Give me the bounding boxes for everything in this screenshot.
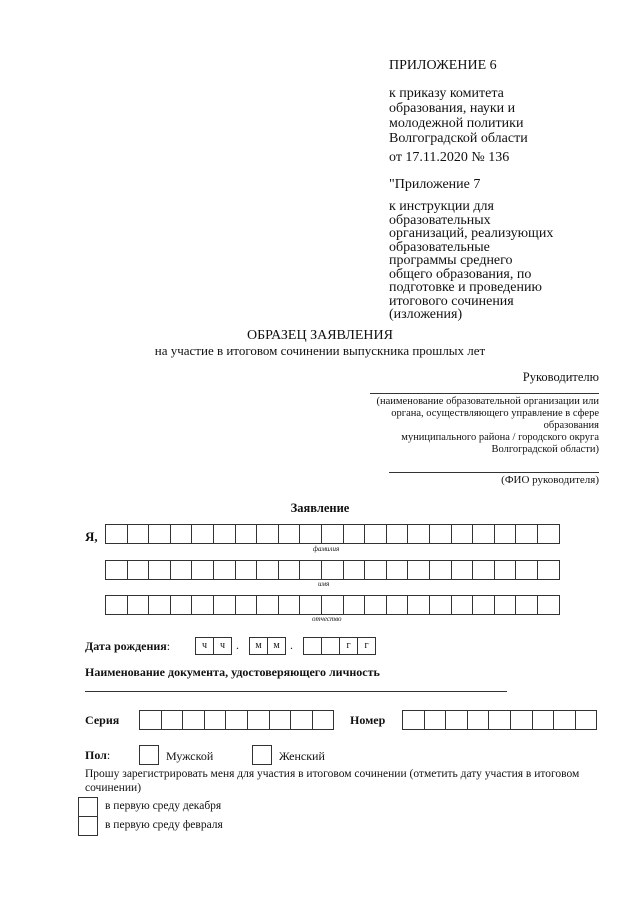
gender-label-text: Пол (85, 748, 107, 762)
org-hint-line: органа, осуществляющего управление в сфере (391, 408, 599, 419)
number-digit-cell[interactable] (402, 710, 425, 730)
name-hint: имя (318, 580, 330, 588)
birth-month-cell[interactable]: м (249, 637, 268, 655)
birth-year-cell[interactable] (321, 637, 340, 655)
name-letter-cell[interactable] (235, 560, 258, 580)
instruction-line: общего образования, по (389, 266, 532, 282)
number-cells[interactable] (402, 710, 597, 730)
date-separator: . (236, 638, 239, 652)
patronymic-hint: отчество (312, 615, 342, 623)
number-digit-cell[interactable] (424, 710, 447, 730)
surname-letter-cell[interactable] (170, 524, 193, 544)
number-digit-cell[interactable] (575, 710, 598, 730)
number-digit-cell[interactable] (467, 710, 490, 730)
identity-document-line[interactable] (85, 691, 507, 692)
male-label: Мужской (166, 749, 214, 763)
surname-letter-cell[interactable] (343, 524, 366, 544)
patronymic-letter-cell[interactable] (537, 595, 560, 615)
series-digit-cell[interactable] (269, 710, 292, 730)
patronymic-letter-cell[interactable] (364, 595, 387, 615)
name-letter-cell[interactable] (321, 560, 344, 580)
number-digit-cell[interactable] (510, 710, 533, 730)
name-letter-cell[interactable] (515, 560, 538, 580)
series-digit-cell[interactable] (225, 710, 248, 730)
patronymic-letter-cell[interactable] (235, 595, 258, 615)
instruction-reference (389, 200, 553, 322)
fio-hint: (ФИО руководителя) (501, 474, 599, 486)
date-separator: . (290, 638, 293, 652)
surname-letter-cell[interactable] (127, 524, 150, 544)
name-letter-cell[interactable] (278, 560, 301, 580)
order-line: Волгоградской области (389, 131, 528, 146)
name-letter-cell[interactable] (429, 560, 452, 580)
patronymic-letter-cell[interactable] (191, 595, 214, 615)
patronymic-letter-cell[interactable] (278, 595, 301, 615)
name-letter-cell[interactable] (191, 560, 214, 580)
org-name-line[interactable] (370, 393, 599, 394)
surname-letter-cell[interactable] (386, 524, 409, 544)
patronymic-letter-cell[interactable] (407, 595, 430, 615)
surname-letter-cell[interactable] (256, 524, 279, 544)
birth-date-colon: : (166, 639, 171, 653)
series-digit-cell[interactable] (161, 710, 184, 730)
order-line: молодежной политики (389, 116, 524, 131)
number-digit-cell[interactable] (445, 710, 468, 730)
patronymic-letter-cell[interactable] (148, 595, 171, 615)
name-letter-cell[interactable] (105, 560, 128, 580)
series-digit-cell[interactable] (247, 710, 270, 730)
order-date: от 17.11.2020 № 136 (389, 150, 510, 165)
instruction-line: образовательных (389, 212, 491, 228)
surname-letter-cell[interactable] (213, 524, 236, 544)
female-checkbox[interactable] (252, 745, 272, 765)
number-digit-cell[interactable] (553, 710, 576, 730)
male-checkbox[interactable] (139, 745, 159, 765)
appendix-7-title: "Приложение 7 (389, 177, 481, 192)
birth-year-cell[interactable]: г (339, 637, 358, 655)
number-digit-cell[interactable] (532, 710, 555, 730)
order-line: образования, науки и (389, 101, 516, 116)
series-digit-cell[interactable] (204, 710, 227, 730)
patronymic-letter-cell[interactable] (494, 595, 517, 615)
document-subtitle: на участие в итоговом сочинении выпускника прошлых лет (154, 343, 486, 358)
name-letter-cell[interactable] (407, 560, 430, 580)
order-reference (389, 86, 528, 146)
february-checkbox[interactable] (78, 816, 98, 836)
patronymic-letter-cell[interactable] (451, 595, 474, 615)
birth-date-label-text: Дата рождения (85, 639, 167, 653)
series-label: Серия (85, 713, 120, 727)
instruction-line: итогового сочинения (389, 293, 514, 309)
name-letter-cell[interactable] (537, 560, 560, 580)
order-line: к приказу комитета (389, 86, 504, 101)
surname-letter-cell[interactable] (148, 524, 171, 544)
series-digit-cell[interactable] (290, 710, 313, 730)
series-digit-cell[interactable] (182, 710, 205, 730)
surname-letter-cell[interactable] (191, 524, 214, 544)
name-letter-cell[interactable] (127, 560, 150, 580)
surname-letter-cell[interactable] (299, 524, 322, 544)
name-letter-cell[interactable] (256, 560, 279, 580)
instruction-line: организаций, реализующих (389, 226, 554, 241)
surname-letter-cell[interactable] (515, 524, 538, 544)
birth-year-cell[interactable]: г (357, 637, 376, 655)
december-option-label: в первую среду декабря (105, 800, 222, 812)
org-hint-line: образования (543, 420, 599, 431)
birth-date-label (85, 639, 170, 654)
name-letter-cell[interactable] (170, 560, 193, 580)
appendix-title: ПРИЛОЖЕНИЕ 6 (389, 58, 497, 73)
february-option-label: в первую среду февраля (105, 819, 223, 831)
ya-label: Я, (85, 529, 98, 544)
name-letter-cell[interactable] (148, 560, 171, 580)
name-letter-cell[interactable] (213, 560, 236, 580)
name-letter-cell[interactable] (299, 560, 322, 580)
identity-document-label: Наименование документа, удостоверяющего личность (85, 665, 380, 679)
surname-letter-cell[interactable] (472, 524, 495, 544)
addressee-to: Руководителю (522, 370, 599, 384)
instruction-line: образовательные (389, 239, 490, 255)
gender-colon: : (106, 748, 111, 762)
instruction-line: к инструкции для (389, 199, 494, 214)
name-letter-cell[interactable] (472, 560, 495, 580)
instruction-line: подготовке и проведению (389, 280, 542, 295)
patronymic-letter-cell[interactable] (213, 595, 236, 615)
document-title: ОБРАЗЕЦ ЗАЯВЛЕНИЯ (247, 328, 393, 343)
name-letter-cell[interactable] (386, 560, 409, 580)
surname-letter-cell[interactable] (235, 524, 258, 544)
birth-year-cell[interactable] (303, 637, 322, 655)
org-hint-line: муниципального района / городского округа (401, 432, 599, 443)
birth-month-cell[interactable]: м (267, 637, 286, 655)
patronymic-letter-cell[interactable] (105, 595, 128, 615)
surname-letter-cell[interactable] (407, 524, 430, 544)
gender-label (85, 748, 110, 763)
birth-day-cell[interactable]: ч (195, 637, 214, 655)
name-letter-cell[interactable] (494, 560, 517, 580)
number-digit-cell[interactable] (488, 710, 511, 730)
org-hint-line: Волгоградской области) (491, 444, 599, 455)
fio-line[interactable] (389, 472, 599, 473)
series-digit-cell[interactable] (312, 710, 335, 730)
patronymic-letter-cell[interactable] (343, 595, 366, 615)
patronymic-cells[interactable] (105, 595, 560, 615)
patronymic-letter-cell[interactable] (429, 595, 452, 615)
name-letter-cell[interactable] (451, 560, 474, 580)
number-label: Номер (350, 713, 386, 727)
series-cells[interactable] (139, 710, 334, 730)
patronymic-letter-cell[interactable] (472, 595, 495, 615)
patronymic-letter-cell[interactable] (386, 595, 409, 615)
patronymic-letter-cell[interactable] (321, 595, 344, 615)
org-hint-line: (наименование образовательной организации или (376, 396, 599, 407)
registration-request-text: Прошу зарегистрировать меня для участия в итоговом сочинении (отметить дату участия в итоговом сочинении) (85, 768, 580, 794)
patronymic-letter-cell[interactable] (170, 595, 193, 615)
instruction-line: (изложения) (389, 307, 463, 322)
surname-letter-cell[interactable] (494, 524, 517, 544)
patronymic-letter-cell[interactable] (127, 595, 150, 615)
name-letter-cell[interactable] (364, 560, 387, 580)
surname-hint: фамилия (313, 545, 340, 553)
patronymic-letter-cell[interactable] (299, 595, 322, 615)
surname-letter-cell[interactable] (429, 524, 452, 544)
name-cells[interactable] (105, 560, 560, 580)
surname-letter-cell[interactable] (105, 524, 128, 544)
name-letter-cell[interactable] (343, 560, 366, 580)
surname-cells[interactable] (105, 524, 560, 544)
instruction-line: программы среднего (389, 253, 513, 268)
patronymic-letter-cell[interactable] (256, 595, 279, 615)
series-digit-cell[interactable] (139, 710, 162, 730)
org-name-hint (339, 396, 599, 456)
december-checkbox[interactable] (78, 797, 98, 817)
patronymic-letter-cell[interactable] (515, 595, 538, 615)
female-label: Женский (279, 749, 325, 763)
surname-letter-cell[interactable] (364, 524, 387, 544)
surname-letter-cell[interactable] (451, 524, 474, 544)
form-heading: Заявление (290, 501, 350, 515)
surname-letter-cell[interactable] (537, 524, 560, 544)
surname-letter-cell[interactable] (278, 524, 301, 544)
birth-day-cell[interactable]: ч (213, 637, 232, 655)
surname-letter-cell[interactable] (321, 524, 344, 544)
